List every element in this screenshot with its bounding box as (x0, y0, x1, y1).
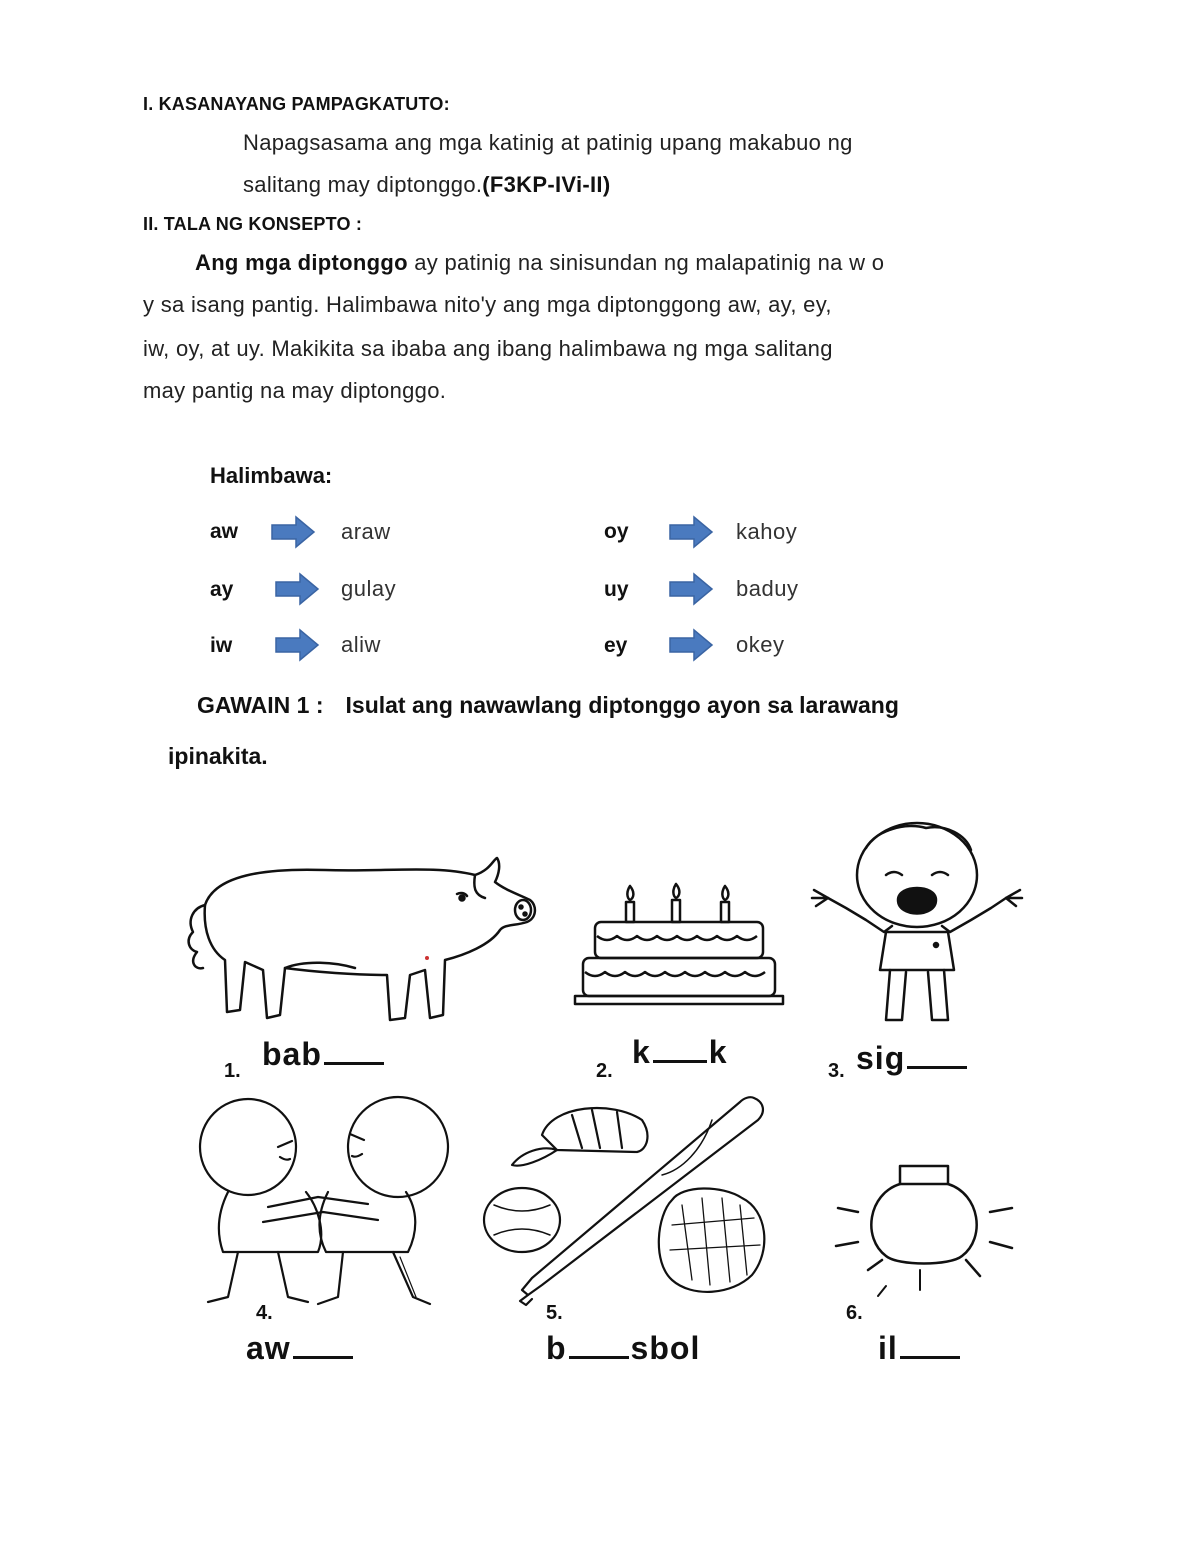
fighting-kids-icon (168, 1092, 468, 1312)
section2-line1-rest: ay patinig na sinisundan ng malapatinig na w o (407, 250, 885, 275)
arrow-right-icon (274, 573, 320, 605)
arrow-right-icon (270, 516, 316, 548)
arrow-right-icon (668, 573, 714, 605)
answer-blank[interactable] (900, 1356, 960, 1359)
answer-blank[interactable] (569, 1356, 629, 1359)
arrow-right-icon (668, 516, 714, 548)
word-prefix: il (878, 1330, 898, 1366)
item-word (546, 1330, 700, 1367)
section1-line2 (243, 172, 610, 198)
section2-line2: y sa isang pantig. Halimbawa nito'y ang mga diptonggong aw, ay, ey, (143, 292, 832, 317)
section1-line2-text: salitang may diptonggo. (243, 172, 483, 197)
example-code: ey (604, 634, 628, 657)
section1-heading: I. KASANAYANG PAMPAGKATUTO: (143, 94, 450, 114)
baseball-set-icon (482, 1090, 782, 1308)
word-prefix: sig (856, 1040, 906, 1076)
item-word (632, 1034, 728, 1071)
item-word (878, 1330, 962, 1367)
word-prefix: b (546, 1330, 567, 1366)
example-code: uy (604, 578, 629, 601)
example-code: iw (210, 634, 233, 657)
gawain-line1 (197, 692, 899, 719)
example-word: gulay (341, 576, 397, 601)
gawain-instruction: Isulat ang nawawlang diptonggo ayon sa larawang (345, 692, 899, 718)
gawain-line2: ipinakita. (168, 743, 268, 769)
example-word: okey (736, 632, 785, 657)
item-number: 1. (224, 1060, 241, 1082)
competency-code: (F3KP-IVi-II) (482, 172, 611, 197)
pig-icon (175, 850, 545, 1025)
item-number: 6. (846, 1302, 863, 1324)
gawain-label: GAWAIN 1 : (197, 692, 324, 718)
section2-line1 (195, 250, 884, 276)
item-number: 3. (828, 1060, 845, 1082)
word-prefix: aw (246, 1330, 291, 1366)
arrow-right-icon (668, 629, 714, 661)
section2-heading: II. TALA NG KONSEPTO : (143, 214, 363, 234)
answer-blank[interactable] (293, 1356, 353, 1359)
section2-lead: Ang mga diptonggo (195, 250, 408, 275)
section2-line4: may pantig na may diptonggo. (143, 378, 447, 403)
item-word (262, 1036, 386, 1073)
crying-child-icon (806, 820, 1028, 1028)
answer-blank[interactable] (653, 1060, 707, 1063)
example-code: oy (604, 520, 629, 543)
arrow-right-icon (274, 629, 320, 661)
word-prefix: k (632, 1034, 651, 1070)
answer-blank[interactable] (907, 1066, 967, 1069)
item-number: 2. (596, 1060, 613, 1082)
item-word (246, 1330, 355, 1367)
example-word: araw (341, 519, 391, 544)
example-word: aliw (341, 632, 381, 657)
example-word: baduy (736, 576, 799, 601)
answer-blank[interactable] (324, 1062, 384, 1065)
examples-heading: Halimbawa: (210, 463, 333, 488)
section1-line1: Napagsasama ang mga katinig at patinig upang makabuo ng (243, 130, 853, 155)
cake-icon (573, 878, 785, 1010)
light-bulb-icon (828, 1158, 1024, 1300)
example-word: kahoy (736, 519, 798, 544)
word-suffix: sbol (630, 1330, 701, 1366)
section2-line3: iw, oy, at uy. Makikita sa ibaba ang ibang halimbawa ng mga salitang (143, 336, 833, 361)
example-code: aw (210, 520, 239, 543)
word-prefix: bab (262, 1036, 322, 1072)
word-suffix: k (708, 1034, 728, 1070)
example-code: ay (210, 578, 234, 601)
item-number: 4. (256, 1302, 273, 1324)
item-number: 5. (546, 1302, 563, 1324)
item-word (856, 1040, 969, 1077)
